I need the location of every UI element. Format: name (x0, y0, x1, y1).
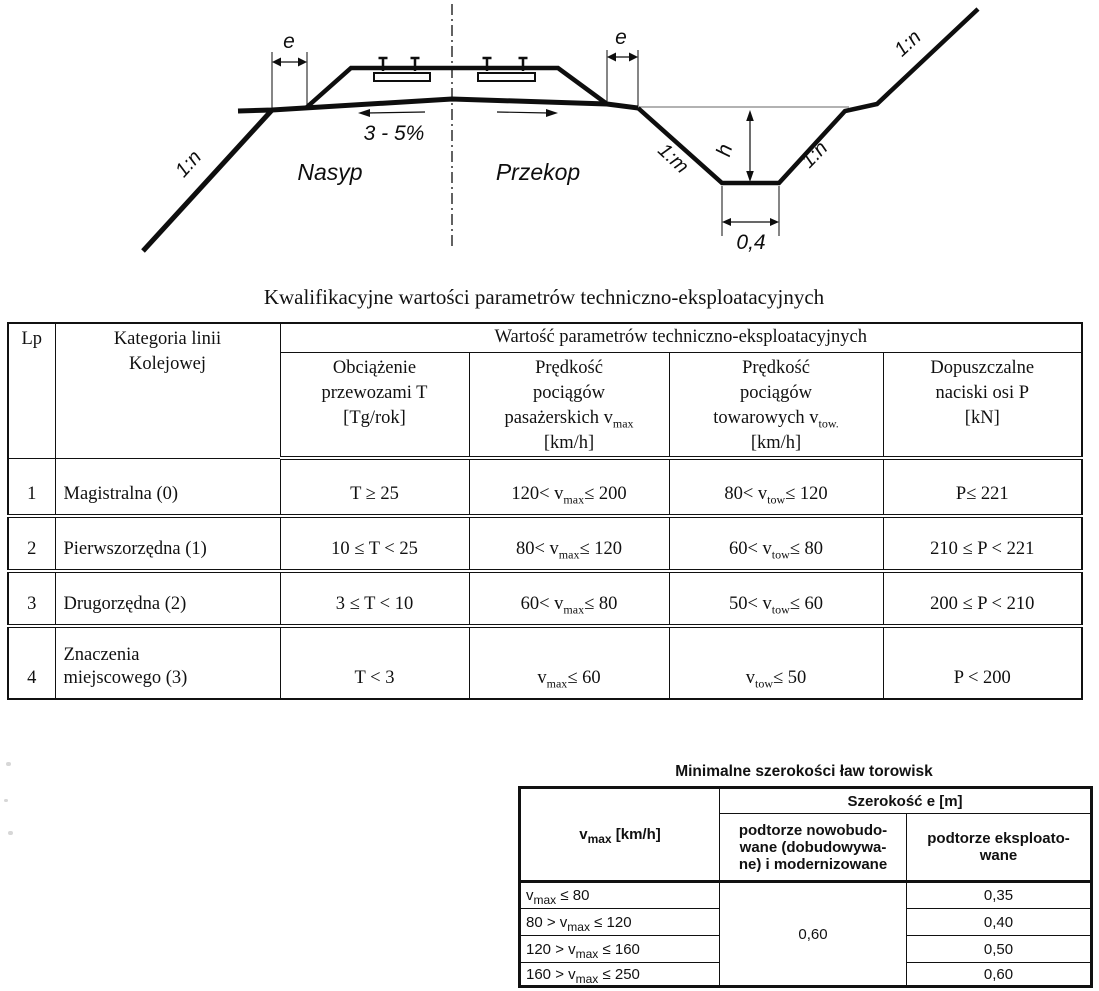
widths-header-row-1 (520, 788, 1092, 814)
col-header-existing-subgrade: podtorze eksploato- wane (907, 814, 1092, 882)
cell-existing-subgrade-width: 0,60 (907, 963, 1092, 987)
cell-speed-range: $v_{max} \le 80$ (520, 882, 720, 909)
drainage-arrow-right (497, 109, 558, 117)
railway-cross-section-diagram (0, 0, 1099, 272)
embankment-slope-line (143, 110, 272, 251)
grade-label: 3 - 5% (363, 122, 425, 145)
cell-vmax: $120< v_{max}\le 200$ (469, 458, 669, 516)
cell-vmax: $80< v_{max}\le 120$ (469, 516, 669, 571)
category-header-line2: Kolejowej (128, 354, 207, 374)
cell-vtow: $80< v_{tow}\le 120$ (669, 458, 883, 516)
header-row-1 (8, 323, 1082, 352)
terrain-outline (143, 9, 978, 251)
scan-speck (8, 831, 13, 835)
cell-lp: 1 (8, 458, 55, 516)
widths-table (518, 786, 1093, 988)
embankment-label: Nasyp (297, 159, 363, 185)
cell-lp: 2 (8, 516, 55, 571)
sleeper-right (478, 73, 535, 81)
table-row (8, 626, 1082, 699)
parameters-table-title: Kwalifikacyjne wartości parametrów techniczno-eksploatacyjnych (263, 285, 825, 309)
drainage-arrow-left (358, 109, 425, 117)
cell-load: T ≥ 25 (280, 458, 469, 516)
cell-category: Magistralna (0) (55, 458, 280, 516)
table-row (8, 516, 1082, 571)
ditch-inner-slope-label: 1:m (653, 139, 693, 179)
group-header-parameters: Wartość parametrów techniczno-eksploatacyjnych (280, 323, 1082, 352)
dimension-e-left (272, 52, 307, 108)
col-header-vtow: Prędkość pociągów towarowych $v_{tow.}$ [km/h] (669, 352, 883, 458)
cell-category: Pierwszorzędna (1) (55, 516, 280, 571)
cell-vtow: $60< v_{tow}\le 80$ (669, 516, 883, 571)
col-header-vmax: $v_{max}$ [km/h] (520, 788, 720, 882)
cell-axle: 210 ≤ P < 221 (883, 516, 1082, 571)
cell-vtow: $v_{tow}\le 50$ (669, 626, 883, 699)
cell-vmax: $60< v_{max}\le 80$ (469, 571, 669, 626)
ditch-width-label: 0,4 (736, 231, 766, 254)
dimension-e-right (607, 50, 638, 106)
col-header-lp: Lp (8, 323, 55, 458)
subgrade-line (238, 99, 638, 111)
cell-speed-range: $160 > v_{max} \le 250$ (520, 963, 720, 987)
depth-label: h (712, 141, 738, 159)
cell-load: 3 ≤ T < 10 (280, 571, 469, 626)
widths-table-title: Minimalne szerokości ław torowisk (675, 763, 933, 780)
cell-existing-subgrade-width: 0,35 (907, 882, 1092, 909)
col-header-vmax: Prędkość pociągów pasażerskich $v_{max}$ [km/h] (469, 352, 669, 458)
embankment-slope-label: 1:n (171, 146, 207, 182)
col-header-axle-load: Dopuszczalne naciski osi P [kN] (883, 352, 1082, 458)
scan-speck (6, 762, 11, 766)
e-right-label: e (615, 26, 627, 49)
cell-lp: 4 (8, 626, 55, 699)
dimension-ditch-width (722, 186, 779, 236)
col-header-new-subgrade: podtorze nowobudo- wane (dobudowywa- ne) i modernizowane (720, 814, 907, 882)
cell-existing-subgrade-width: 0,50 (907, 936, 1092, 963)
cell-category: Znaczenia miejscowego (3) (55, 626, 280, 699)
cell-category: Drugorzędna (2) (55, 571, 280, 626)
cell-speed-range: $80 > v_{max} \le 120$ (520, 909, 720, 936)
cell-axle: P≤ 221 (883, 458, 1082, 516)
cell-new-subgrade-width: 0,60 (720, 882, 907, 987)
e-left-label: e (283, 30, 295, 53)
col-header-category (55, 323, 280, 458)
cell-vmax: $v_{max}\le 60$ (469, 626, 669, 699)
cell-load: 10 ≤ T < 25 (280, 516, 469, 571)
cutting-label: Przekop (495, 159, 581, 185)
cell-existing-subgrade-width: 0,40 (907, 909, 1092, 936)
cell-vtow: $50< v_{tow}\le 60$ (669, 571, 883, 626)
scan-speck (4, 799, 8, 802)
table-row (8, 571, 1082, 626)
cell-speed-range: $120 > v_{max} \le 160$ (520, 936, 720, 963)
cell-axle: P < 200 (883, 626, 1082, 699)
dimension-h (746, 110, 754, 182)
cell-lp: 3 (8, 571, 55, 626)
col-header-load: Obciążenie przewozami T [Tg/rok] (280, 352, 469, 458)
ditch-outer-slope-label: 1:n (797, 137, 833, 173)
sleeper-left (374, 73, 430, 81)
group-header-width-e: Szerokość e [m] (720, 788, 1092, 814)
cell-axle: 200 ≤ P < 210 (883, 571, 1082, 626)
cutting-slope-label: 1:n (890, 26, 926, 62)
table-row (520, 882, 1092, 909)
parameters-table (7, 322, 1083, 700)
table-row (8, 458, 1082, 516)
cell-load: T < 3 (280, 626, 469, 699)
category-header-line1: Kategoria linii (113, 329, 222, 349)
